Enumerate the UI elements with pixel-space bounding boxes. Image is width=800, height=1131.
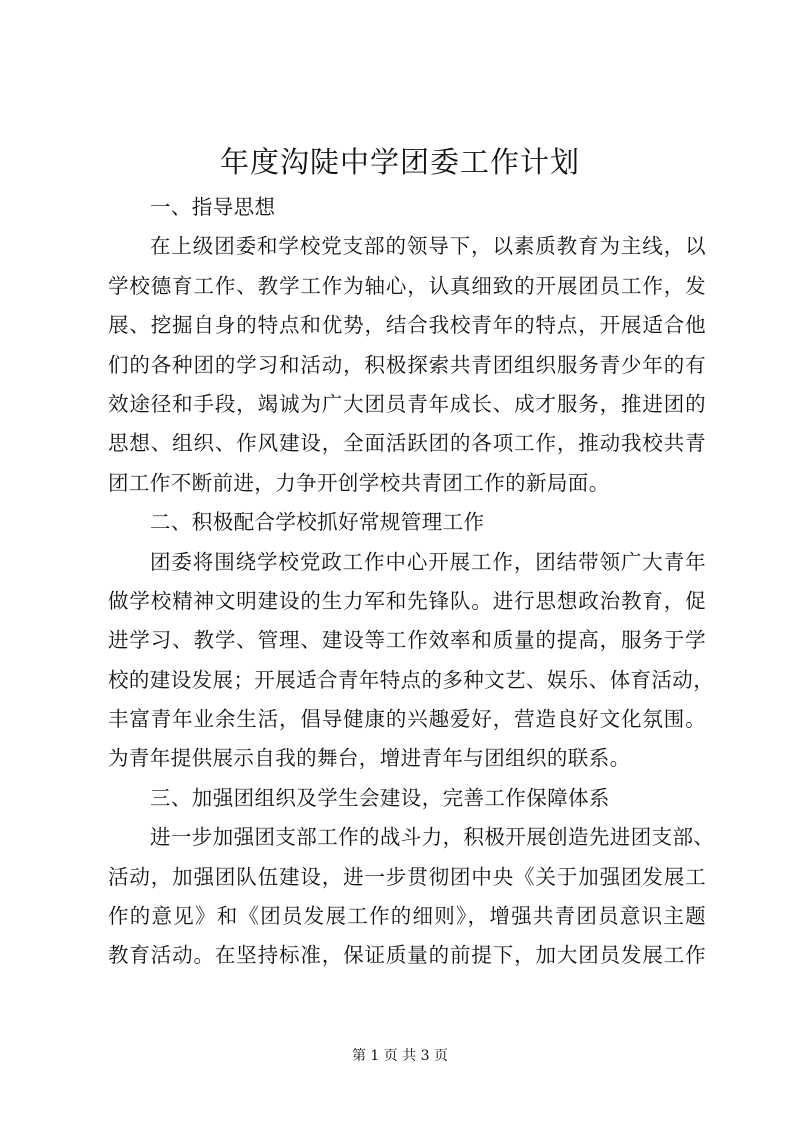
- text-line: 思想、组织、作风建设，全面活跃团的各项工作，推动我校共青: [108, 431, 706, 456]
- text-line: 团工作不断前进，力争开创学校共青团工作的新局面。: [108, 470, 610, 495]
- text-line: 们的各种团的学习和活动，积极探索共青团组织服务青少年的有: [108, 352, 706, 377]
- text-line: 学校德育工作、教学工作为轴心，认真细致的开展团员工作，发: [108, 273, 706, 298]
- text-line: 二、积极配合学校抓好常规管理工作: [150, 510, 485, 535]
- document-body: [108, 188, 715, 976]
- text-line: 进学习、教学、管理、建设等工作效率和质量的提高，服务于学: [108, 628, 706, 653]
- text-line: 丰富青年业余生活，倡导健康的兴趣爱好，营造良好文化氛围。: [108, 707, 706, 732]
- page-footer: 第 1 页 共 3 页: [351, 1048, 449, 1064]
- text-line: 展、挖掘自身的特点和优势，结合我校青年的特点，开展适合他: [108, 313, 706, 338]
- text-line: 作的意见》和《团员发展工作的细则》，增强共青团员意识主题: [108, 904, 706, 929]
- text-line: 教育活动。在坚持标准，保证质量的前提下，加大团员发展工作: [108, 943, 706, 968]
- text-line: 团委将围绕学校党政工作中心开展工作，团结带领广大青年: [150, 549, 706, 574]
- text-line: 进一步加强团支部工作的战斗力，积极开展创造先进团支部、: [150, 825, 715, 850]
- text-line: 活动，加强团队伍建设，进一步贯彻团中央《关于加强团发展工: [108, 864, 706, 889]
- document-title: 年度沟陡中学团委工作计划: [219, 145, 580, 179]
- text-line: 三、加强团组织及学生会建设，完善工作保障体系: [150, 785, 610, 810]
- text-line: 做学校精神文明建设的生力军和先锋队。进行思想政治教育，促: [108, 588, 706, 613]
- text-line: 一、指导思想: [150, 195, 276, 219]
- text-line: 校的建设发展；开展适合青年特点的多种文艺、娱乐、体育活动，: [108, 667, 715, 692]
- text-line: 在上级团委和学校党支部的领导下，以素质教育为主线，以: [150, 234, 706, 259]
- text-line: 效途径和手段，竭诚为广大团员青年成长、成才服务，推进团的: [108, 391, 706, 416]
- text-line: 为青年提供展示自我的舞台，增进青年与团组织的联系。: [108, 746, 631, 771]
